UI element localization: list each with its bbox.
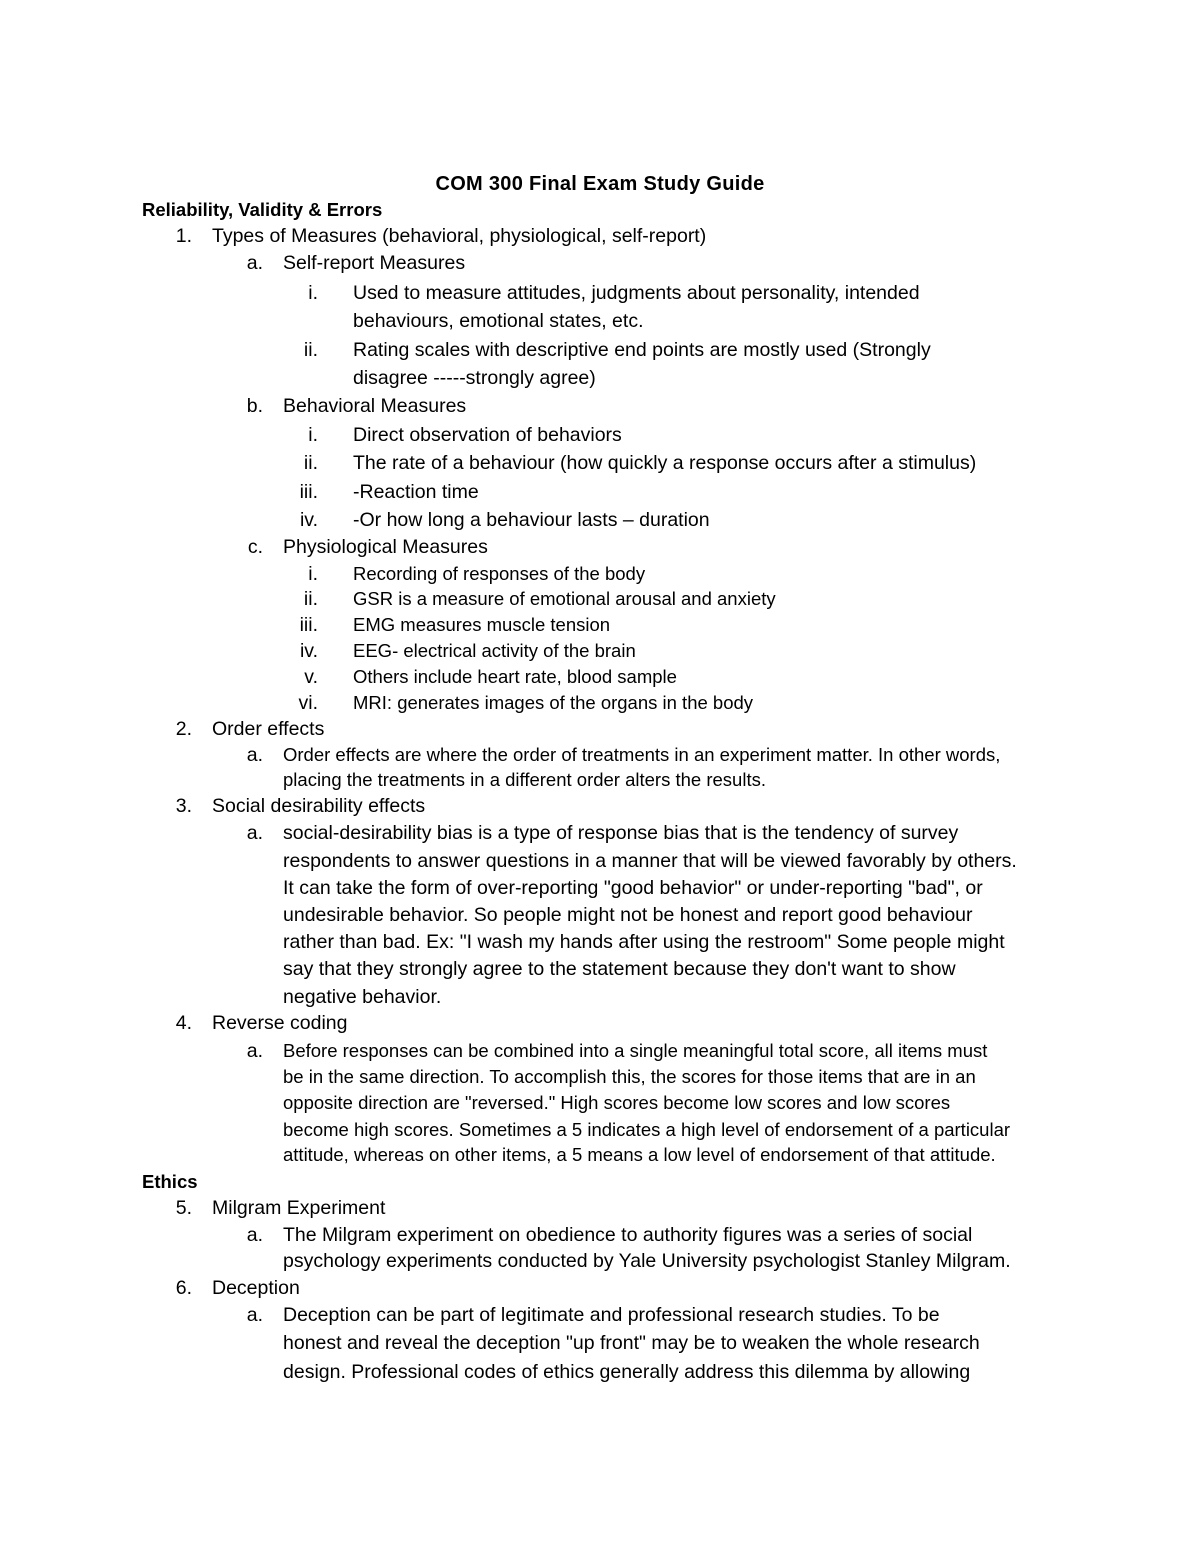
paragraph-line: design. Professional codes of ethics generally address this dilemma by allowing [283,1361,971,1383]
list-item-text: Social desirability effects [212,795,426,817]
point-numeral: i. [308,563,318,585]
point-text-line: behaviours, emotional states, etc. [353,310,644,332]
point-numeral: ii. [303,452,318,474]
paragraph-line: It can take the form of over-reporting "good behavior" or under-reporting "bad", or [283,877,983,899]
paragraph-line: honest and reveal the deception "up front" may be to weaken the whole research [283,1332,980,1354]
sub-item-letter: a. [246,1304,263,1326]
paragraph-line: Before responses can be combined into a single meaningful total score, all items must [283,1040,988,1061]
point-numeral: ii. [303,588,318,610]
paragraph-line: social-desirability bias is a type of response bias that is the tendency of survey [283,822,959,844]
section-heading: Reliability, Validity & Errors [142,199,383,220]
point-text-line: EMG measures muscle tension [353,614,611,635]
paragraph-line: negative behavior. [283,986,442,1008]
point-numeral: iii. [299,614,318,636]
list-item-text: Reverse coding [212,1012,348,1034]
point-text-line: Recording of responses of the body [353,563,646,584]
paragraph-line: opposite direction are "reversed." High scores become low scores and low scores [283,1092,951,1113]
paragraph-line: attitude, whereas on other items, a 5 means a low level of endorsement of that attitude. [283,1144,996,1165]
list-item-text: Milgram Experiment [212,1197,386,1219]
point-text-line: Others include heart rate, blood sample [353,666,677,687]
sub-item-letter: a. [246,822,263,844]
list-number: 2. [175,718,192,740]
list-number: 5. [175,1197,192,1219]
paragraph-line: undesirable behavior. So people might not be honest and report good behaviour [283,904,973,926]
point-numeral: v. [304,666,318,688]
page-title: COM 300 Final Exam Study Guide [435,173,765,195]
sub-item-letter: b. [246,395,263,417]
sub-item-text: Self-report Measures [283,252,466,274]
paragraph-line: psychology experiments conducted by Yale University psychologist Stanley Milgram. [283,1250,1011,1272]
section-heading: Ethics [142,1171,198,1192]
point-text-line: -Reaction time [353,481,479,503]
point-numeral: iii. [299,481,318,503]
paragraph-line: respondents to answer questions in a manner that will be viewed favorably by others. [283,850,1017,872]
point-text-line: Used to measure attitudes, judgments about personality, intended [353,282,920,304]
list-number: 3. [175,795,192,817]
list-item-text: Order effects [212,718,325,740]
point-text-line: Direct observation of behaviors [353,424,622,446]
point-numeral: vi. [298,692,318,714]
point-numeral: i. [308,282,318,304]
point-numeral: iv. [299,509,318,531]
list-item-text: Deception [212,1277,300,1299]
list-number: 1. [175,225,192,247]
sub-item-letter: a. [246,1040,263,1062]
point-text-line: -Or how long a behaviour lasts – duration [353,509,710,531]
point-numeral: iv. [299,640,318,662]
point-text-line: The rate of a behaviour (how quickly a response occurs after a stimulus) [353,452,977,474]
paragraph-line: rather than bad. Ex: "I wash my hands after using the restroom" Some people might [283,931,1005,953]
paragraph-line: Deception can be part of legitimate and professional research studies. To be [283,1304,940,1326]
point-text-line: GSR is a measure of emotional arousal and anxiety [353,588,776,609]
point-numeral: ii. [303,339,318,361]
paragraph-line: be in the same direction. To accomplish this, the scores for those items that are in an [283,1066,976,1087]
point-numeral: i. [308,424,318,446]
paragraph-line: say that they strongly agree to the statement because they don't want to show [283,958,956,980]
point-text-line: Rating scales with descriptive end points are mostly used (Strongly [353,339,931,361]
list-number: 6. [175,1277,192,1299]
sub-item-text: Physiological Measures [283,536,488,558]
point-text-line: EEG- electrical activity of the brain [353,640,636,661]
list-item-text: Types of Measures (behavioral, physiological, self-report) [212,225,707,247]
paragraph-line: placing the treatments in a different order alters the results. [283,769,766,790]
point-text-line: MRI: generates images of the organs in the body [353,692,754,713]
sub-item-text: Behavioral Measures [283,395,467,417]
paragraph-line: The Milgram experiment on obedience to authority figures was a series of social [283,1224,973,1246]
sub-item-letter: a. [246,1224,263,1246]
sub-item-letter: a. [246,744,263,766]
sub-item-letter: a. [246,252,263,274]
paragraph-line: become high scores. Sometimes a 5 indicates a high level of endorsement of a particular [283,1119,1011,1140]
list-number: 4. [175,1012,192,1034]
sub-item-letter: c. [247,536,263,558]
point-text-line: disagree -----strongly agree) [353,367,596,389]
paragraph-line: Order effects are where the order of treatments in an experiment matter. In other words, [283,744,1001,765]
